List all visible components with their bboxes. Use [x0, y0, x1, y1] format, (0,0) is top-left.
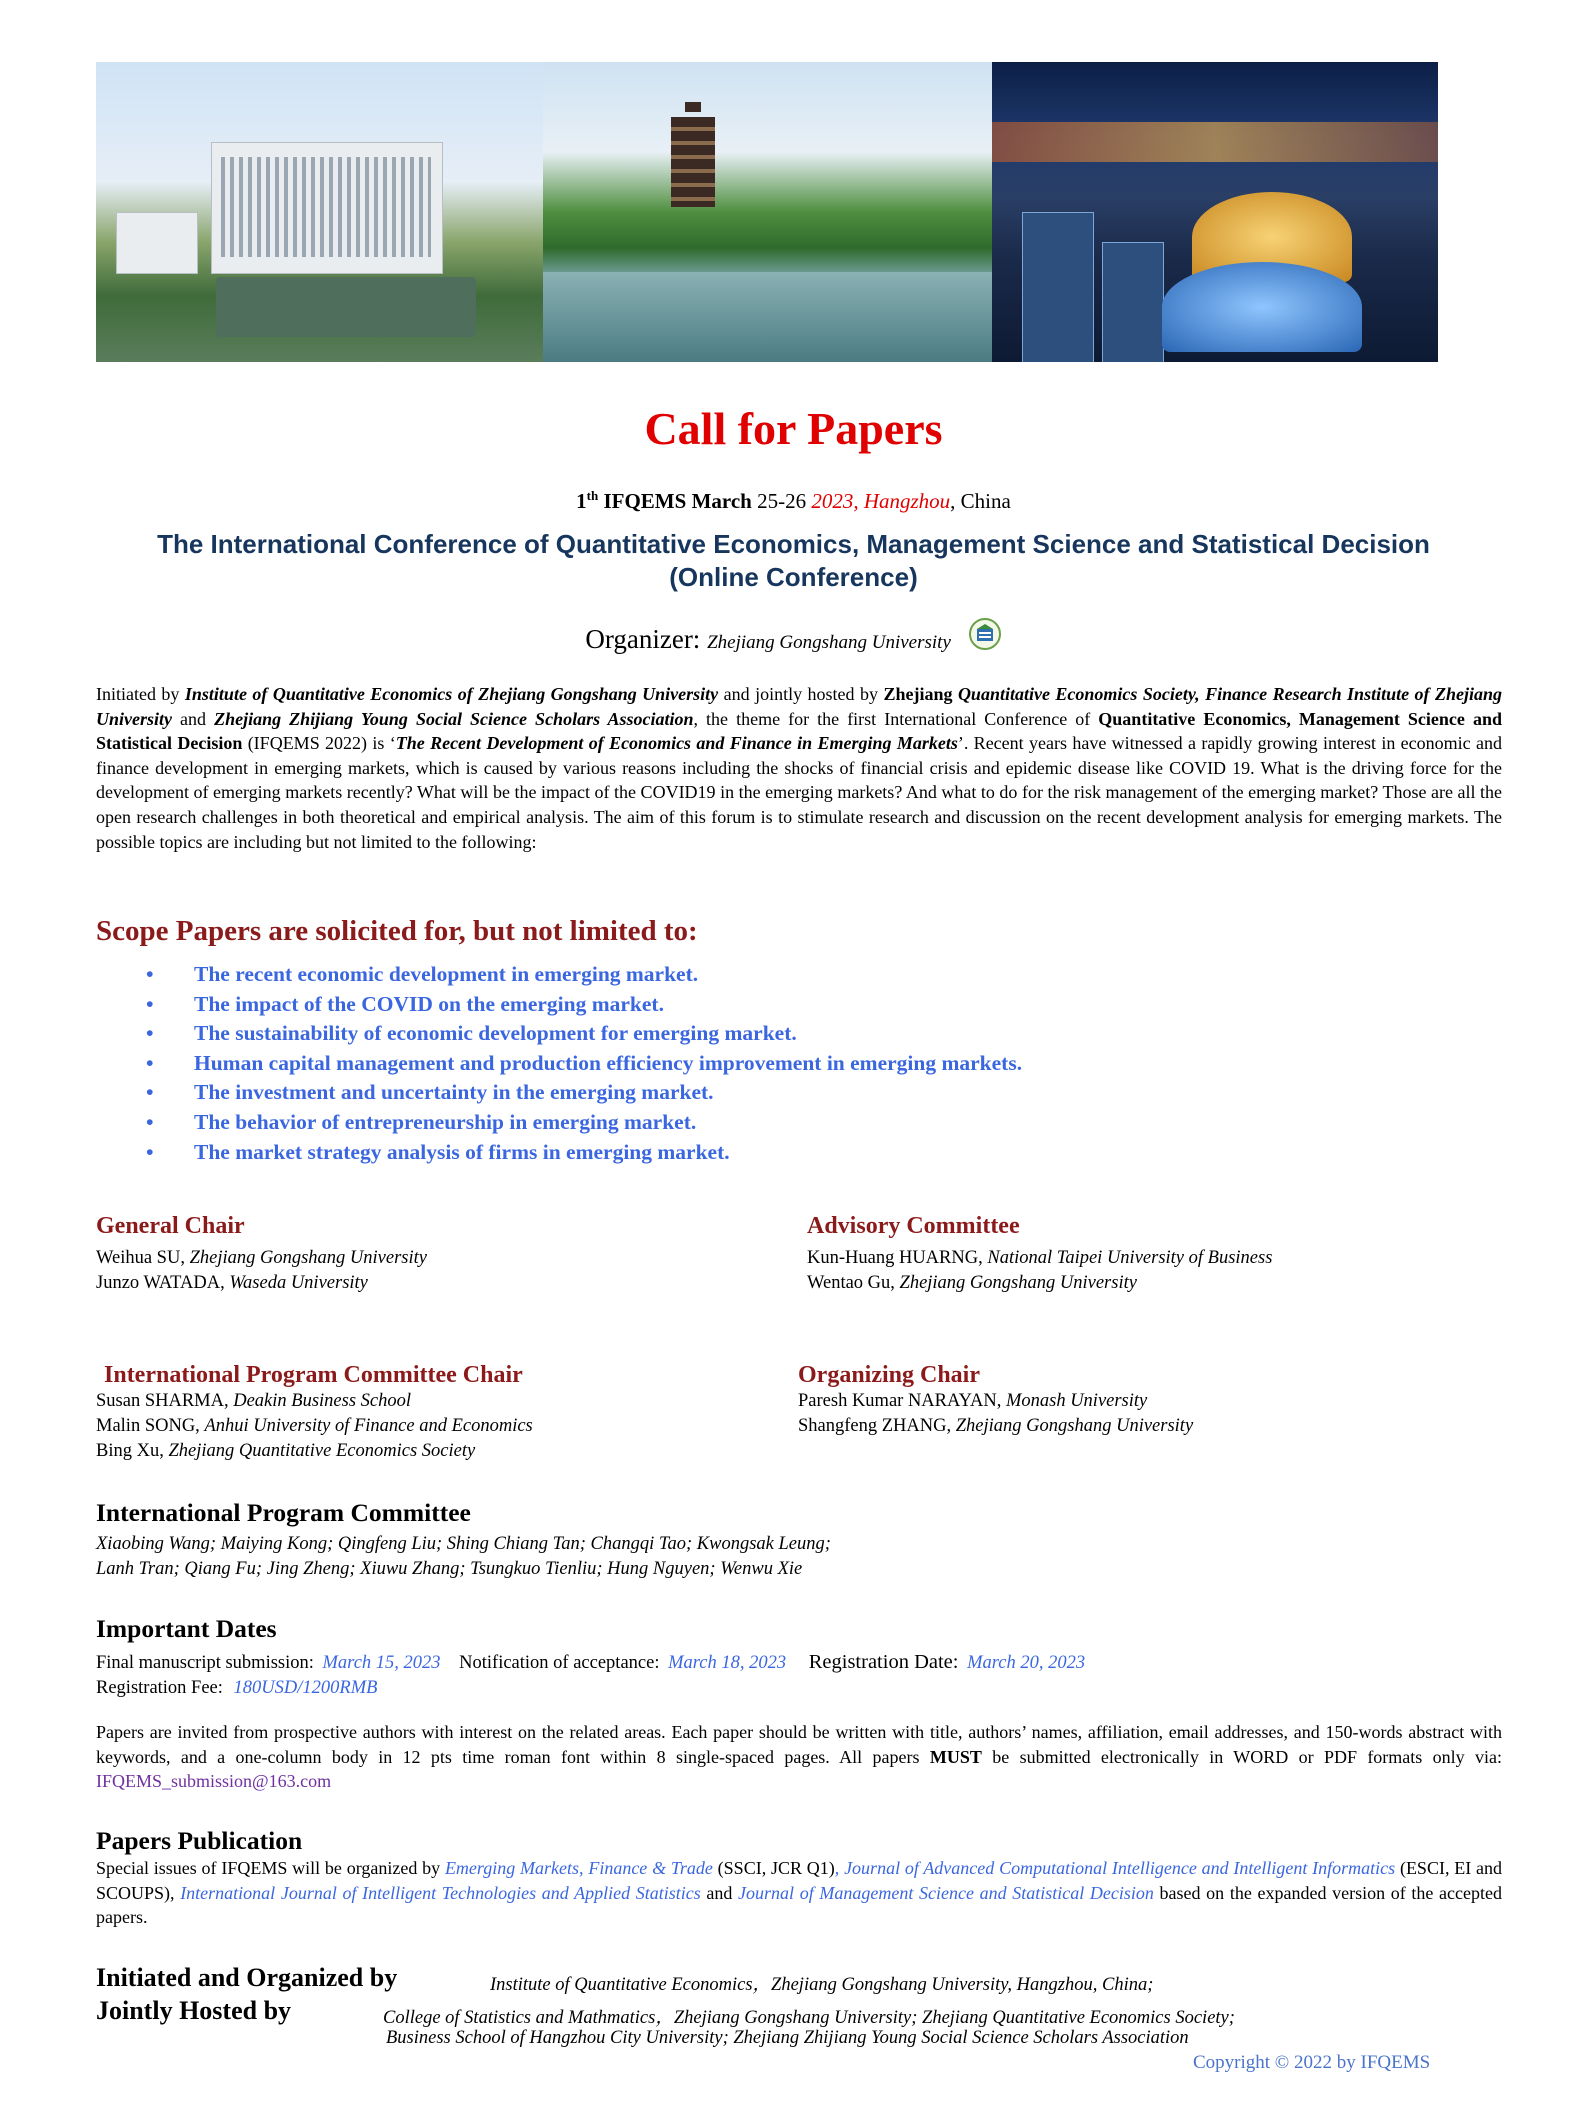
intro-paragraph [96, 682, 1502, 854]
side-building [116, 212, 198, 274]
campus-photo [96, 62, 543, 362]
copyright: Copyright © 2022 by IFQEMS [1193, 2052, 1431, 2073]
advisory-member [807, 1246, 1272, 1271]
event-month: March [691, 489, 752, 513]
publication-text: Special issues of IFQEMS will be organized by [96, 1858, 445, 1878]
intro-zhejiang: Zhejiang [883, 684, 958, 704]
scope-item: • Human capital management and production efficiency improvement in emerging markets. [140, 1049, 1340, 1079]
intro-text: and [172, 708, 215, 729]
event-ordinal-suffix: th [586, 488, 599, 503]
ipc-chair-section [96, 1362, 533, 1463]
intro-theme: The Recent Development of Economics and Finance in Emerging Markets [395, 733, 958, 754]
member-name: Paresh Kumar NARAYAN, [798, 1391, 1006, 1411]
dates-row [96, 1650, 1502, 1676]
publication-text: and [700, 1882, 739, 1903]
member-name: Susan SHARMA, [96, 1391, 234, 1411]
submission-email-link[interactable]: IFQEMS_submission@163.com [96, 1771, 332, 1792]
scope-item: • The behavior of entrepreneurship in emerging market. [140, 1108, 1340, 1138]
event-acronym: IFQEMS [603, 489, 687, 513]
ipc-members-line: Lanh Tran; Qiang Fu; Jing Zheng; Xiuwu Zhang; Tsungkuo Tienliu; Hung Nguyen; Wenwu Xie [96, 1558, 803, 1579]
organizing-chair-member [798, 1389, 1193, 1414]
ipc-chair-member [96, 1389, 533, 1414]
publication-text: based on the expanded version of the accepted papers. [96, 1882, 1502, 1928]
general-chair-heading: General Chair [96, 1213, 245, 1239]
fee-row [96, 1676, 1502, 1701]
journal-name: International Journal of Intelligent Technologies and Applied Statistics [180, 1882, 701, 1903]
member-name: Wentao Gu, [807, 1272, 900, 1293]
intro-text: (IFQEMS 2022) is ‘ [242, 733, 396, 754]
submission-text: Papers are invited from prospective authors with interest on the related areas. Each paper should be written with title, authors’ names, affiliation, email addresses, and 150-words abstract with keywords, and a one-column body in 12 pts time roman font within 8 single-spaced pages. All papers [96, 1722, 1502, 1767]
pagoda-top [685, 102, 701, 112]
general-chair-member [96, 1271, 427, 1296]
journal-name: Emerging Markets, Finance & Trade [444, 1858, 713, 1878]
intro-text: ’. Recent years have witnessed a rapidly growing interest in economic and finance development in emerging markets, which is caused by various reasons including the shocks of financial crisis and epidemic disease like COVID 19. What is the driving force for the development of emerging markets recently? What will be the impact of the COVID19 in the emerging markets? And what to do for the risk management of the emerging market? Those are all the open research challenges in both theoretical and empirical analysis. The aim of this forum is to stimulate research and discussion on the recent development analysis for emerging markets. The possible topics are including but not limited to the following: [96, 733, 1502, 852]
publication-text: (SSCI, JCR Q1) [712, 1858, 835, 1878]
submission-date: March 15, 2023 [322, 1653, 441, 1673]
organizing-chair-heading: Organizing Chair [798, 1362, 981, 1388]
lake-water [543, 272, 992, 362]
lake-pagoda-photo [543, 62, 992, 362]
fee-label: Registration Fee: [96, 1677, 223, 1698]
scope-item: • The sustainability of economic development for emerging market. [140, 1019, 1340, 1049]
ipc-members-line: Xiaobing Wang; Maiying Kong; Qingfeng Liu; Shing Chiang Tan; Changqi Tao; Kwongsak Leung; [96, 1534, 831, 1554]
submission-text: be submitted electronically in WORD or PDF formats only via: [981, 1746, 1502, 1767]
conference-title: The International Conference of Quantitative Economics, Management Science and Statistical Decision [157, 529, 1430, 559]
publication-paragraph [96, 1856, 1502, 1930]
hosted-label: Jointly Hosted by [96, 1996, 292, 2025]
initiated-text: Institute of Quantitative Economics，Zhejiang Gongshang University, Hangzhou, China; [490, 1975, 1154, 1995]
organizer-label: Organizer: [585, 624, 701, 654]
journal-name: , Journal of Advanced Computational Intelligence and Intelligent Informatics [834, 1858, 1396, 1878]
ipc-chair-member [96, 1414, 533, 1439]
organizer-name: Zhejiang Gongshang University [707, 632, 951, 653]
intro-association: Zhejiang Zhijiang Young Social Science Scholars Association [214, 708, 694, 729]
scope-list [140, 960, 1340, 1167]
building-windows [221, 157, 431, 257]
organizing-chair-section [798, 1362, 1193, 1439]
page-title: Call for Papers [644, 403, 943, 454]
event-ordinal: 1 [576, 489, 587, 513]
advisory-section [807, 1213, 1272, 1296]
member-name: Weihua SU, [96, 1248, 190, 1268]
publication-section [96, 1826, 1502, 1930]
intro-text: and jointly hosted by [718, 684, 884, 704]
intro-society: Quantitative Economics Society, Finance Research Institute of Zhejiang University [96, 684, 1502, 729]
ipc-section [96, 1498, 831, 1582]
advisory-heading: Advisory Committee [807, 1213, 1020, 1239]
fee-value: 180USD/1200RMB [233, 1677, 378, 1698]
notification-label: Notification of acceptance: [459, 1653, 660, 1673]
conference-mode: (Online Conference) [669, 562, 918, 592]
member-affiliation: Zhejiang Quantitative Economics Society [168, 1440, 476, 1461]
scope-item: • The impact of the COVID on the emerging market. [140, 990, 1340, 1020]
registration-date-label: Registration Date: [808, 1651, 959, 1673]
member-name: Junzo WATADA, [96, 1272, 230, 1293]
ipc-heading: International Program Committee [96, 1498, 471, 1527]
event-days: 25-26 [757, 489, 807, 513]
member-affiliation: Deakin Business School [233, 1391, 412, 1411]
university-logo-icon [968, 614, 1002, 654]
member-name: Malin SONG, [96, 1415, 205, 1436]
scope-item: • The market strategy analysis of firms in emerging market. [140, 1138, 1340, 1168]
initiated-label: Initiated and Organized by [96, 1963, 398, 1992]
member-name: Bing Xu, [96, 1440, 169, 1461]
registration-date: March 20, 2023 [967, 1653, 1086, 1673]
scope-item: • The investment and uncertainty in the emerging market. [140, 1078, 1340, 1108]
member-affiliation: National Taipei University of Business [987, 1248, 1273, 1268]
member-name: Kun-Huang HUARNG, [807, 1248, 988, 1268]
publication-heading: Papers Publication [96, 1826, 303, 1855]
submission-label: Final manuscript submission: [96, 1653, 314, 1673]
publication-text: (ESCI, EI and SCOUPS), [96, 1858, 1502, 1903]
campus-pond [216, 277, 476, 337]
intro-institute: Institute of Quantitative Economics of Zhejiang Gongshang University [184, 684, 719, 704]
notification-date: March 18, 2023 [668, 1653, 787, 1673]
event-line [0, 488, 1587, 514]
scope-item: • The recent economic development in emerging market. [140, 960, 1340, 990]
member-affiliation: Zhejiang Gongshang University [189, 1248, 427, 1268]
intro-text: Initiated by [96, 684, 185, 704]
hosted-line-2: Business School of Hangzhou City University; Zhejiang Zhijiang Young Social Science Scholars Association [386, 2028, 1189, 2048]
organizer-line [0, 614, 1587, 655]
member-affiliation: Zhejiang Gongshang University [899, 1272, 1137, 1293]
banner [96, 62, 1438, 362]
intro-conference: Quantitative Economics, Management Science and Statistical Decision [96, 708, 1502, 754]
journal-name: Journal of Management Science and Statistical Decision [738, 1882, 1154, 1903]
ipc-chair-heading: International Program Committee Chair [104, 1362, 523, 1388]
member-affiliation: Monash University [1005, 1391, 1148, 1411]
dates-heading: Important Dates [96, 1614, 277, 1643]
member-name: Shangfeng ZHANG, [798, 1415, 956, 1436]
must-text: MUST [929, 1746, 982, 1767]
tower-2 [1102, 242, 1164, 362]
tower-1 [1022, 212, 1094, 362]
advisory-member [807, 1271, 1272, 1296]
organizing-chair-member [798, 1414, 1193, 1439]
general-chair-section [96, 1213, 427, 1296]
hosted-line-1: College of Statistics and Mathmatics，Zhejiang Gongshang University; Zhejiang Quantitative Economics Society; [383, 2008, 1235, 2028]
event-country: , China [950, 489, 1011, 513]
city-night-photo [992, 62, 1438, 362]
submission-paragraph [96, 1720, 1502, 1794]
event-year-city: 2023, Hangzhou [811, 489, 951, 513]
pagoda [671, 117, 715, 207]
member-affiliation: Zhejiang Gongshang University [955, 1415, 1194, 1436]
intro-text: , the theme for the first International Conference of [693, 708, 1099, 729]
crystal-dome [1162, 262, 1362, 352]
dates-section [96, 1614, 1502, 1700]
scope-heading: Scope Papers are solicited for, but not limited to: [96, 915, 698, 947]
general-chair-member [96, 1246, 427, 1271]
ipc-chair-member [96, 1439, 533, 1464]
river-lights [992, 122, 1438, 162]
member-affiliation: Anhui University of Finance and Economics [204, 1415, 533, 1436]
member-affiliation: Waseda University [229, 1272, 368, 1293]
conference-name [100, 528, 1487, 594]
